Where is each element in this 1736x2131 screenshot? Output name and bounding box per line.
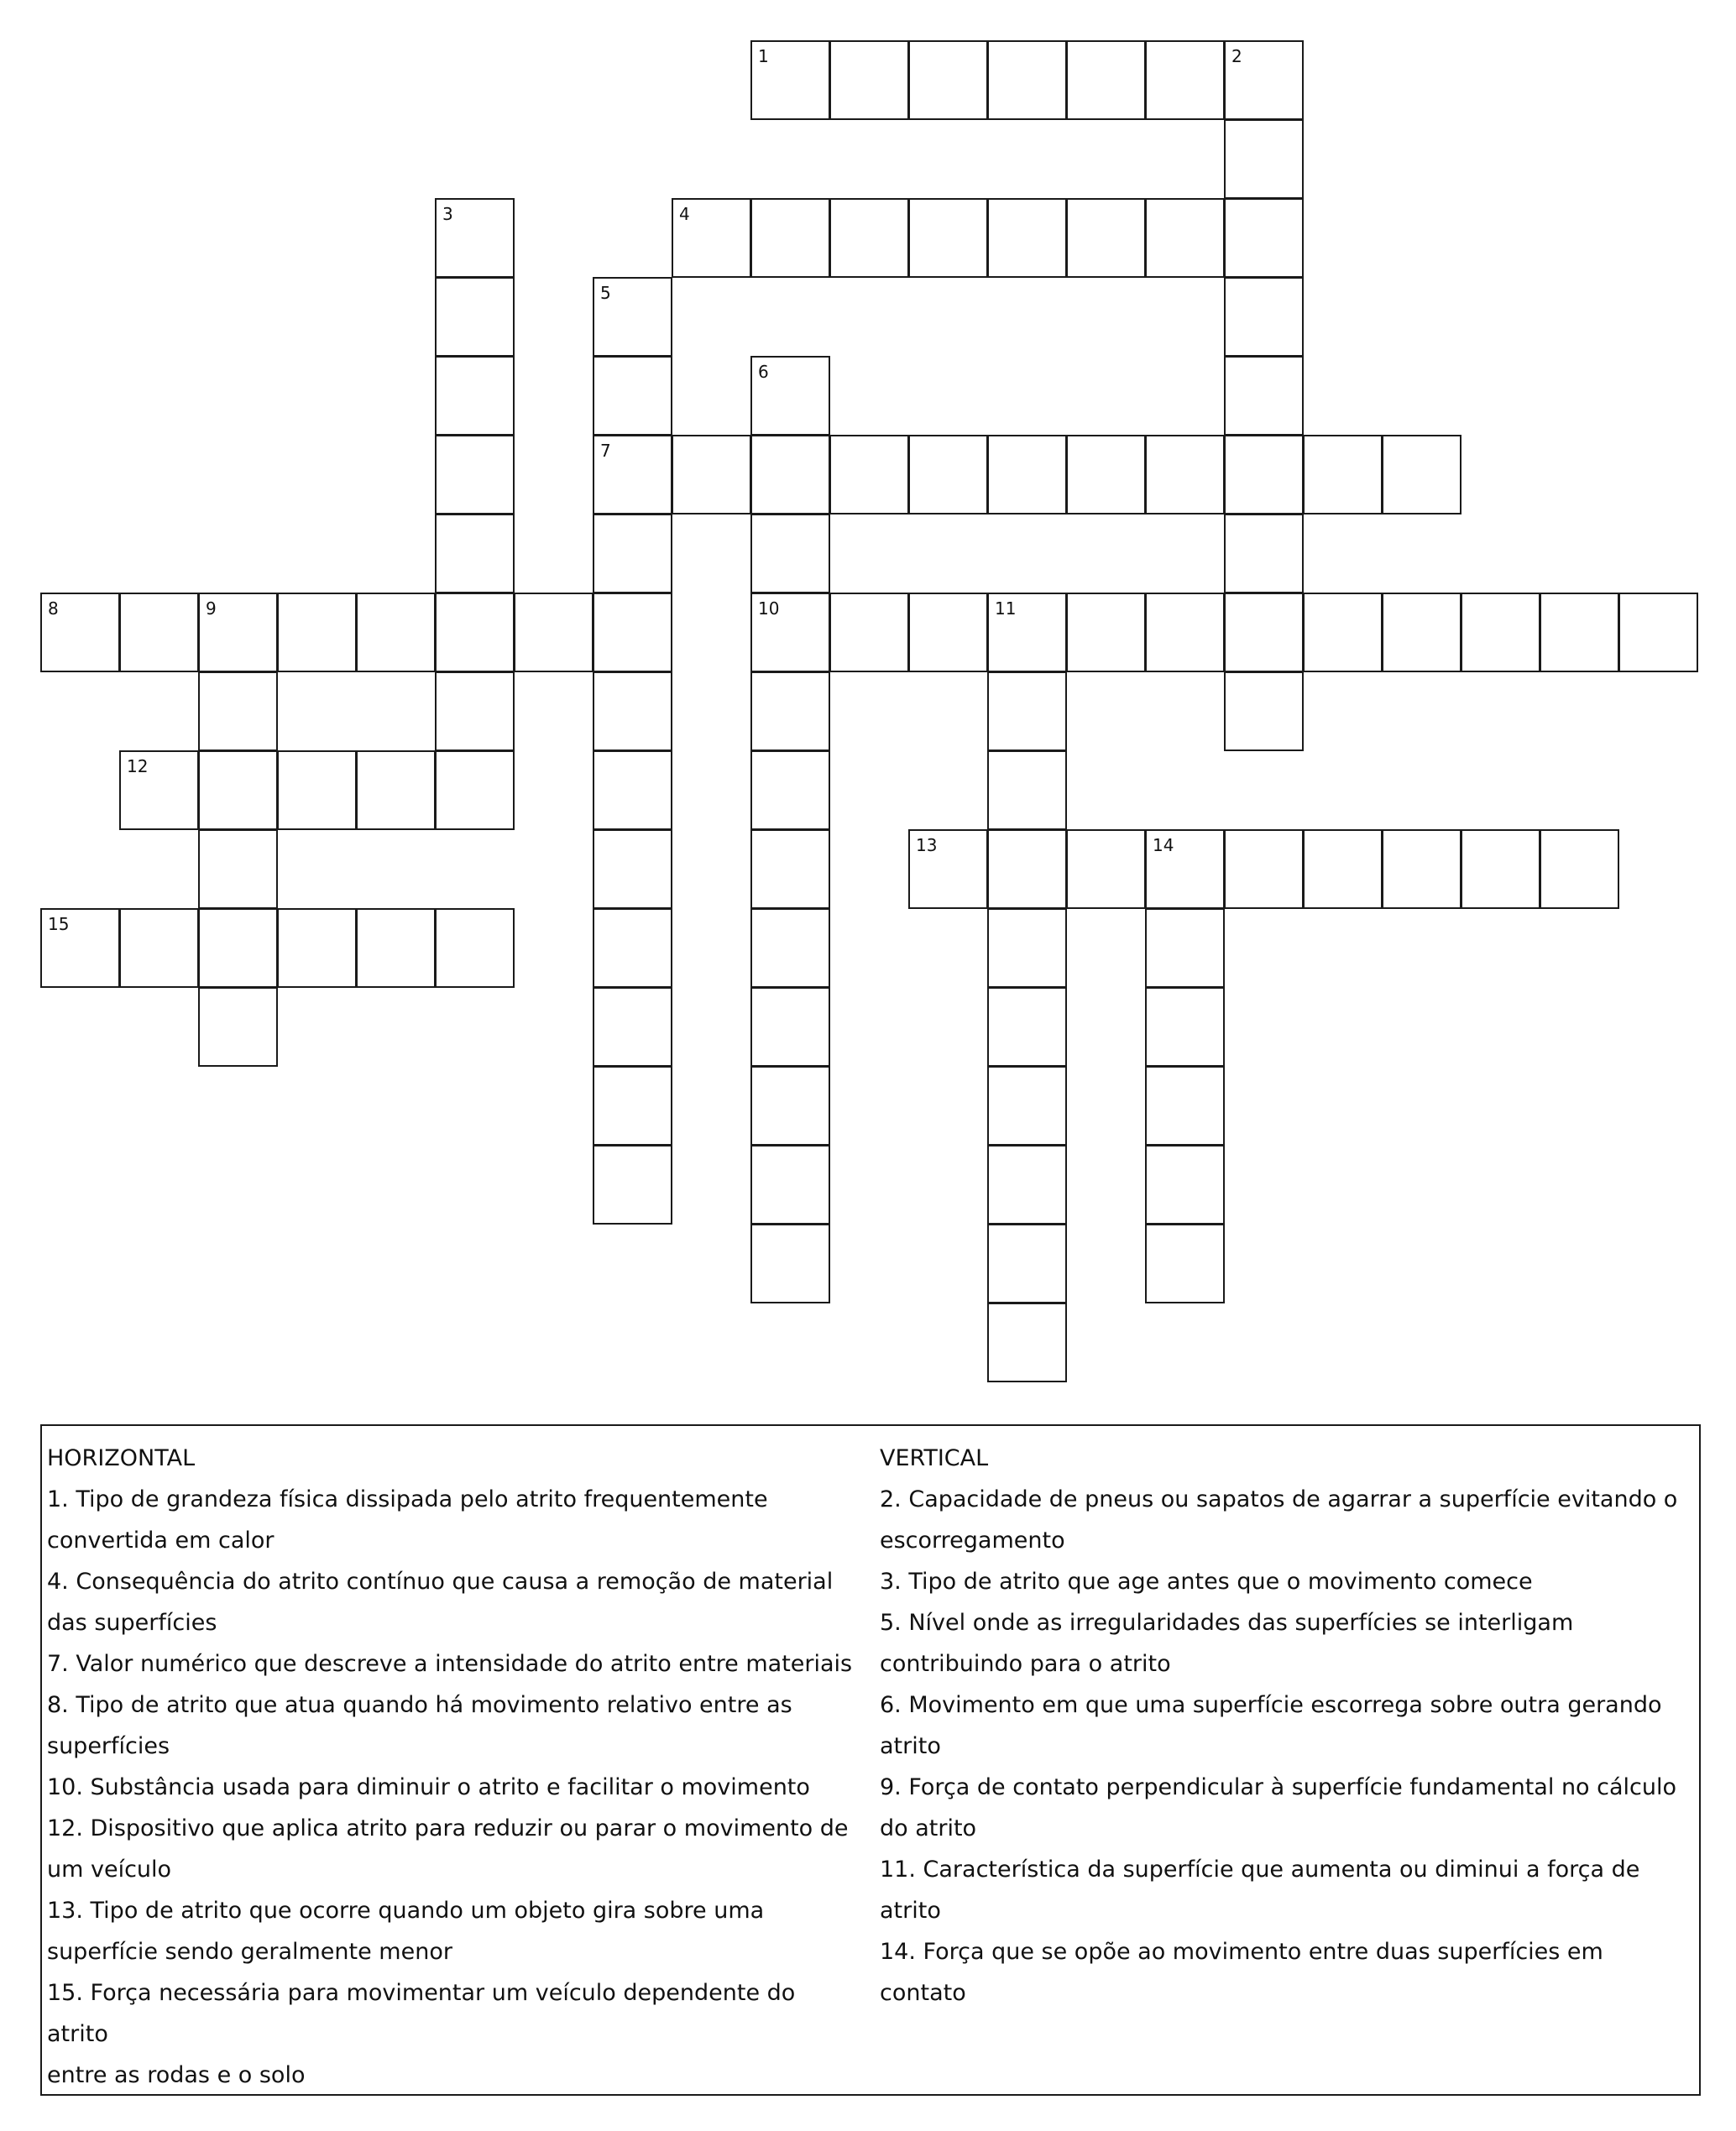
grid-cell[interactable]: [1145, 1066, 1225, 1146]
grid-cell[interactable]: [277, 593, 357, 672]
grid-cell[interactable]: [198, 593, 278, 672]
grid-cell[interactable]: [987, 198, 1067, 278]
grid-cell[interactable]: [750, 593, 830, 672]
grid-cell[interactable]: [593, 908, 672, 988]
clue-number: 7: [600, 441, 611, 461]
clue-number: 10: [758, 598, 780, 619]
across-clue-line: 15. Força necessária para movimentar um veículo dependente do atrito: [47, 1980, 796, 2047]
grid-cell[interactable]: [1461, 829, 1540, 909]
grid-cell[interactable]: [593, 435, 672, 514]
across-clue-line: 12. Dispositivo que aplica atrito para reduzir ou parar o movimento de: [47, 1815, 849, 1841]
grid-cell[interactable]: [750, 356, 830, 436]
grid-cell[interactable]: [277, 908, 357, 988]
clue-number: 4: [679, 204, 690, 224]
clues-panel: [40, 1424, 1701, 2096]
grid-cell[interactable]: [829, 40, 909, 120]
grid-cell[interactable]: [1145, 1145, 1225, 1225]
grid-cell[interactable]: [1303, 829, 1383, 909]
grid-cell[interactable]: [593, 514, 672, 593]
grid-cell[interactable]: [435, 356, 515, 436]
across-clue-line: entre as rodas e o solo: [47, 2062, 306, 2088]
grid-cell[interactable]: [750, 671, 830, 751]
grid-cell[interactable]: [1461, 593, 1540, 672]
down-clue-line: 11. Característica da superfície que aumenta ou diminui a força de: [880, 1857, 1640, 1883]
grid-cell[interactable]: [277, 750, 357, 830]
grid-cell[interactable]: [1224, 356, 1304, 436]
grid-cell[interactable]: [987, 987, 1067, 1067]
grid-cell[interactable]: [1066, 829, 1146, 909]
down-clue-line: 9. Força de contato perpendicular à superfície fundamental no cálculo: [880, 1774, 1677, 1800]
clue-number: 2: [1231, 46, 1242, 66]
down-clue-line: contribuindo para o atrito: [880, 1651, 1171, 1677]
grid-cell[interactable]: [435, 908, 515, 988]
grid-cell[interactable]: [198, 750, 278, 830]
grid-cell[interactable]: [829, 593, 909, 672]
grid-cell[interactable]: [1066, 435, 1146, 514]
across-heading: HORIZONTAL: [47, 1445, 196, 1471]
grid-cell[interactable]: [593, 829, 672, 909]
grid-cell[interactable]: [593, 1145, 672, 1225]
grid-cell[interactable]: [119, 908, 199, 988]
grid-cell[interactable]: [119, 593, 199, 672]
grid-cell[interactable]: [750, 435, 830, 514]
across-clue-line: 8. Tipo de atrito que atua quando há movimento relativo entre as: [47, 1692, 792, 1718]
down-clue-line: 2. Capacidade de pneus ou sapatos de agarrar a superfície evitando o: [880, 1486, 1678, 1512]
clue-number: 8: [48, 598, 59, 619]
grid-cell[interactable]: [1224, 40, 1304, 120]
clue-number: 13: [916, 835, 938, 855]
grid-cell[interactable]: [1066, 593, 1146, 672]
grid-cell[interactable]: [908, 593, 988, 672]
across-clue-line: superfície sendo geralmente menor: [47, 1939, 452, 1965]
grid-cell[interactable]: [750, 1224, 830, 1303]
grid-cell[interactable]: [435, 514, 515, 593]
clue-number: 15: [48, 914, 70, 934]
grid-cell[interactable]: [1382, 829, 1461, 909]
across-clue-line: convertida em calor: [47, 1528, 275, 1554]
grid-cell[interactable]: [435, 671, 515, 751]
down-clue-line: atrito: [880, 1733, 941, 1759]
grid-cell[interactable]: [987, 1303, 1067, 1382]
clue-number: 12: [127, 756, 149, 776]
down-clue-line: escorregamento: [880, 1528, 1065, 1554]
grid-cell[interactable]: [119, 750, 199, 830]
grid-cell[interactable]: [1224, 514, 1304, 593]
grid-cell[interactable]: [1066, 40, 1146, 120]
grid-cell[interactable]: [750, 829, 830, 909]
grid-cell[interactable]: [198, 671, 278, 751]
grid-cell[interactable]: [908, 40, 988, 120]
grid-cell[interactable]: [1303, 435, 1383, 514]
grid-cell[interactable]: [750, 514, 830, 593]
grid-cell[interactable]: [40, 908, 120, 988]
grid-cell[interactable]: [908, 435, 988, 514]
clue-number: 3: [442, 204, 453, 224]
grid-cell[interactable]: [987, 40, 1067, 120]
grid-cell[interactable]: [987, 750, 1067, 830]
grid-cell[interactable]: [987, 593, 1067, 672]
grid-cell[interactable]: [1224, 829, 1304, 909]
grid-cell[interactable]: [750, 1145, 830, 1225]
down-clue-line: 6. Movimento em que uma superfície escorrega sobre outra gerando: [880, 1692, 1662, 1718]
grid-cell[interactable]: [593, 356, 672, 436]
grid-cell[interactable]: [435, 277, 515, 357]
clue-number: 9: [206, 598, 217, 619]
down-clues-column: [880, 1438, 1691, 2013]
grid-cell[interactable]: [593, 593, 672, 672]
grid-cell[interactable]: [750, 198, 830, 278]
grid-cell[interactable]: [1224, 671, 1304, 751]
grid-cell[interactable]: [198, 908, 278, 988]
grid-cell[interactable]: [1382, 593, 1461, 672]
down-clue-line: do atrito: [880, 1815, 977, 1841]
grid-cell[interactable]: [987, 908, 1067, 988]
across-clues-column: [47, 1438, 863, 2096]
clue-number: 6: [758, 362, 769, 382]
grid-cell[interactable]: [672, 435, 751, 514]
down-clue-line: 14. Força que se opõe ao movimento entre duas superfícies em contato: [880, 1939, 1603, 2006]
grid-cell[interactable]: [672, 198, 751, 278]
down-clue-line: 3. Tipo de atrito que age antes que o movimento comece: [880, 1569, 1533, 1595]
grid-cell[interactable]: [1224, 593, 1304, 672]
grid-cell[interactable]: [435, 435, 515, 514]
grid-cell[interactable]: [1224, 277, 1304, 357]
across-clue-line: 1. Tipo de grandeza física dissipada pelo atrito frequentemente: [47, 1486, 768, 1512]
grid-cell[interactable]: [356, 750, 436, 830]
clue-number: 11: [995, 598, 1017, 619]
grid-cell[interactable]: [987, 1066, 1067, 1146]
grid-cell[interactable]: [987, 1224, 1067, 1303]
across-clue-line: um veículo: [47, 1857, 172, 1883]
grid-cell[interactable]: [1066, 198, 1146, 278]
grid-cell[interactable]: [987, 671, 1067, 751]
down-clue-line: atrito: [880, 1898, 941, 1924]
grid-cell[interactable]: [593, 277, 672, 357]
grid-cell[interactable]: [1145, 593, 1225, 672]
grid-cell[interactable]: [1145, 908, 1225, 988]
clue-number: 14: [1153, 835, 1174, 855]
grid-cell[interactable]: [987, 1145, 1067, 1225]
grid-cell[interactable]: [435, 593, 515, 672]
grid-cell[interactable]: [829, 198, 909, 278]
across-clue-line: 13. Tipo de atrito que ocorre quando um objeto gira sobre uma: [47, 1898, 765, 1924]
grid-cell[interactable]: [1145, 1224, 1225, 1303]
grid-cell[interactable]: [1540, 593, 1619, 672]
grid-cell[interactable]: [356, 908, 436, 988]
grid-cell[interactable]: [593, 1066, 672, 1146]
across-clue-line: superfícies: [47, 1733, 170, 1759]
grid-cell[interactable]: [1303, 593, 1383, 672]
grid-cell[interactable]: [908, 198, 988, 278]
grid-cell[interactable]: [198, 987, 278, 1067]
grid-cell[interactable]: [593, 750, 672, 830]
grid-cell[interactable]: [1145, 40, 1225, 120]
grid-cell[interactable]: [593, 671, 672, 751]
grid-cell[interactable]: [40, 593, 120, 672]
grid-cell[interactable]: [435, 198, 515, 278]
grid-cell[interactable]: [1540, 829, 1619, 909]
grid-cell[interactable]: [1224, 119, 1304, 199]
grid-cell[interactable]: [1382, 435, 1461, 514]
across-clue-line: 7. Valor numérico que descreve a intensidade do atrito entre materiais: [47, 1651, 853, 1677]
grid-cell[interactable]: [593, 987, 672, 1067]
grid-cell[interactable]: [987, 829, 1067, 909]
grid-cell[interactable]: [1145, 987, 1225, 1067]
grid-cell[interactable]: [750, 987, 830, 1067]
across-clue-line: 10. Substância usada para diminuir o atrito e facilitar o movimento: [47, 1774, 810, 1800]
grid-cell[interactable]: [1224, 198, 1304, 278]
grid-cell[interactable]: [987, 435, 1067, 514]
grid-cell[interactable]: [435, 750, 515, 830]
grid-cell[interactable]: [750, 1066, 830, 1146]
grid-cell[interactable]: [908, 829, 988, 909]
grid-cell[interactable]: [750, 908, 830, 988]
clue-number: 1: [758, 46, 769, 66]
grid-cell[interactable]: [1145, 435, 1225, 514]
across-clue-line: 4. Consequência do atrito contínuo que causa a remoção de material: [47, 1569, 834, 1595]
across-clue-line: das superfícies: [47, 1610, 217, 1636]
grid-cell[interactable]: [1618, 593, 1698, 672]
grid-cell[interactable]: [1145, 198, 1225, 278]
grid-cell[interactable]: [198, 829, 278, 909]
grid-cell[interactable]: [750, 750, 830, 830]
grid-cell[interactable]: [750, 40, 830, 120]
grid-cell[interactable]: [829, 435, 909, 514]
grid-cell[interactable]: [514, 593, 593, 672]
down-clue-line: 5. Nível onde as irregularidades das superfícies se interligam: [880, 1610, 1574, 1636]
grid-cell[interactable]: [1224, 435, 1304, 514]
grid-cell[interactable]: [356, 593, 436, 672]
down-heading: VERTICAL: [880, 1445, 989, 1471]
grid-cell[interactable]: [1145, 829, 1225, 909]
clue-number: 5: [600, 283, 611, 303]
